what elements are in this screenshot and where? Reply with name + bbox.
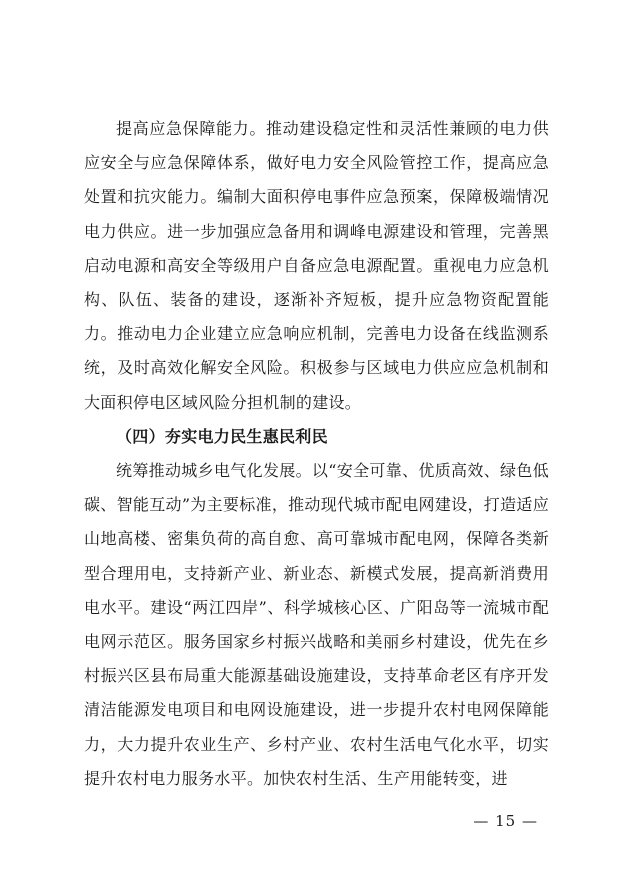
page-number: — 15 — (473, 812, 538, 830)
paragraph-emergency-support: 提高应急保障能力。推动建设稳定性和灵活性兼顾的电力供应安全与应急保障体系，做好电力安全风险管控工作，提高应急处置和抗灾能力。编制大面积停电事件应急预案，保障极端情况电力供应。进一步加强应急备用和调峰电源建设和管理，完善黑启动电源和高安全等级用户自备应急电源配置。重视电力应急机构、队伍、装备的建设，逐渐补齐短板，提升应急物资配置能力。推动电力企业建立应急响应机制，完善电力设备在线监测系统，及时高效化解安全风险。积极参与区域电力供应应急机制和大面积停电区域风险分担机制的建设。 (84, 119, 549, 412)
body-text (84, 112, 549, 796)
section-heading: （四）夯实电力民生惠民利民 (116, 426, 328, 446)
paragraph-urban-rural-electrification: 统筹推动城乡电气化发展。以“安全可靠、优质高效、绿色低碳、智能互动”为主要标准，推动现代城市配电网建设，打造适应山地高楼、密集负荷的高自愈、高可靠城市配电网，保障各类新型合理用电，支持新产业、新业态、新模式发展，提高新消费用电水平。建设“两江四岸”、科学城核心区、广阳岛等一流城市配电网示范区。服务国家乡村振兴战略和美丽乡村建设，优先在乡村振兴区县布局重大能源基础设施建设，支持革命老区有序开发清洁能源发电项目和电网设施建设，进一步提升农村电网保障能力，大力提升农业生产、乡村产业、农村生活电气化水平，切实提升农村电力服务水平。加快农村生活、生产用能转变，进 (84, 461, 549, 788)
